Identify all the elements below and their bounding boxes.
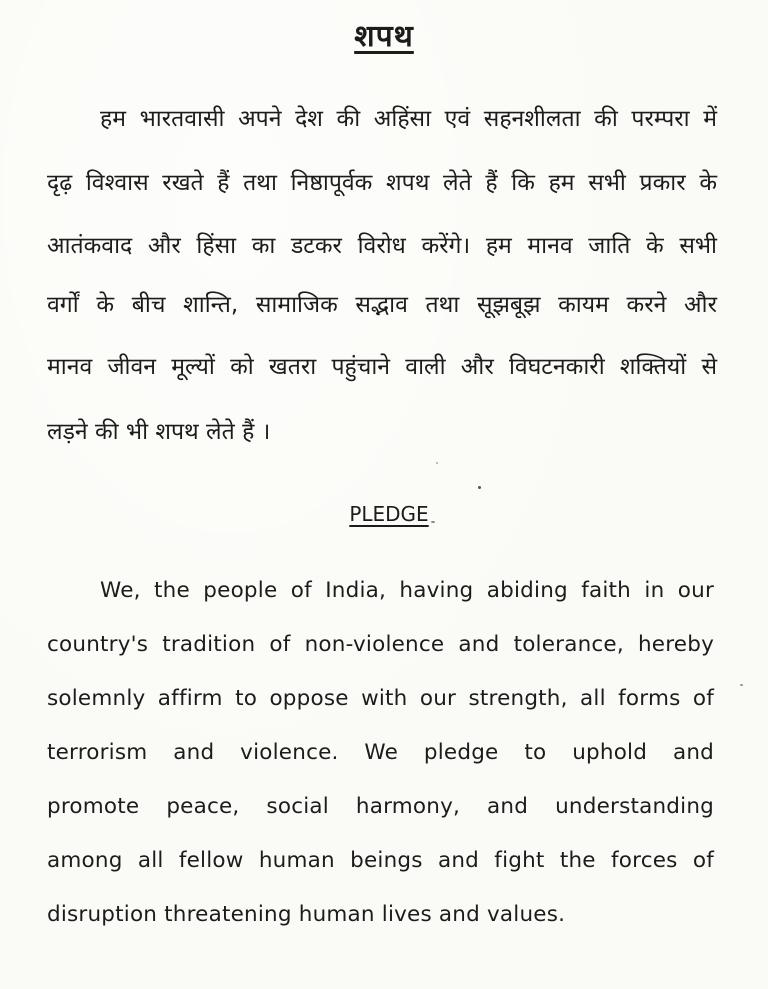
hindi-title: शपथ [354, 19, 414, 54]
english-line-6: among all fellow human beings and fight the forces of [47, 848, 714, 873]
scan-speck [478, 486, 481, 489]
english-line-5: promote peace, social harmony, and understanding [47, 794, 714, 819]
scan-speck [740, 684, 743, 686]
hindi-line-3: आतंकवाद और हिंसा का डटकर विरोध करेंगे। हम मानव जाति के सभी [47, 233, 717, 259]
scan-speck [436, 462, 438, 464]
english-line-7: disruption threatening human lives and values. [47, 902, 566, 927]
english-line-3: solemnly affirm to oppose with our strength, all forms of [47, 686, 714, 711]
english-line-4: terrorism and violence. We pledge to uphold and [47, 740, 714, 765]
hindi-line-6: लड़ने की भी शपथ लेते हैं । [47, 419, 271, 445]
hindi-line-2: दृढ़ विश्वास रखते हैं तथा निष्ठापूर्वक शपथ लेते हैं कि हम सभी प्रकार के [47, 170, 717, 196]
english-line-1: We, the people of India, having abiding faith in our [100, 578, 714, 603]
hindi-line-5: मानव जीवन मूल्यों को खतरा पहुंचाने वाली और विघटनकारी शक्तियों से [47, 354, 717, 380]
english-title: PLEDGE [349, 502, 429, 526]
english-line-2: country's tradition of non-violence and tolerance, hereby [47, 632, 714, 657]
scan-speck [431, 521, 435, 523]
hindi-line-4: वर्गों के बीच शान्ति, सामाजिक सद्भाव तथा सूझबूझ कायम करने और [47, 292, 717, 318]
hindi-line-1: हम भारतवासी अपने देश की अहिंसा एवं सहनशीलता की परम्परा में [100, 106, 717, 132]
